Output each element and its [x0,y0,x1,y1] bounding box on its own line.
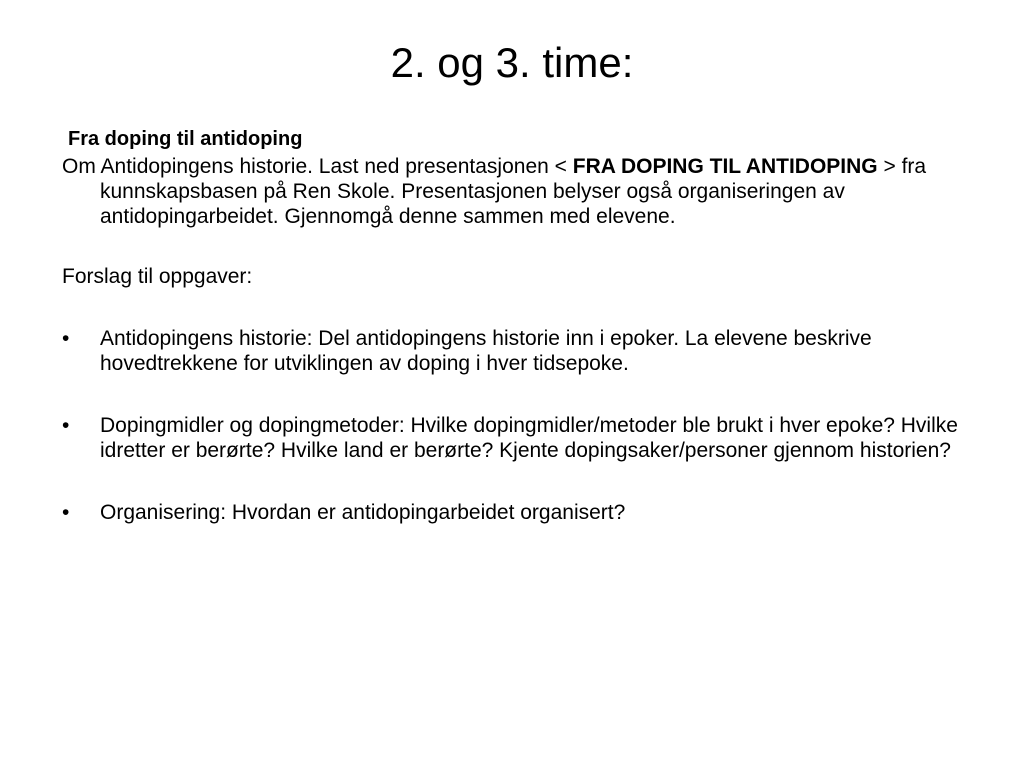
forslag-heading: Forslag til oppgaver: [62,265,253,288]
task-text: Organisering: Hvordan er antidopingarbeidet organisert? [100,501,626,524]
bullet-icon: • [62,414,70,437]
subheading: Fra doping til antidoping [68,128,303,150]
task-item-historie [62,326,982,376]
task-item-organisering [62,500,982,525]
task-item-dopingmidler [62,413,982,463]
task-text: Antidopingens historie: Del antidopingens historie inn i epoker. La elevene beskrive hovedtrekkene for utviklingen av doping i hver tidsepoke. [100,327,872,375]
intro-text-end: > fra kunnskapsbasen på Ren Skole. Presentasjonen belyser også organiseringen av antidopingarbeidet. Gjennomgå denne sammen med elevene. [100,155,927,228]
bullet-icon: • [62,501,70,524]
intro-presentation-title: FRA DOPING TIL ANTIDOPING [572,155,878,178]
task-list [62,326,982,525]
bullet-icon: • [62,327,70,350]
task-text: Dopingmidler og dopingmetoder: Hvilke dopingmidler/metoder ble brukt i hver epoke? Hvilke idretter er berørte? Hvilke land er berørte? Kjente dopingsaker/personer gjennom historien? [100,414,958,462]
intro-text-start: Om Antidopingens historie. Last ned presentasjonen < [62,155,573,178]
slide-body [62,124,982,525]
intro-paragraph [62,154,982,229]
slide-title: 2. og 3. time: [390,39,634,86]
